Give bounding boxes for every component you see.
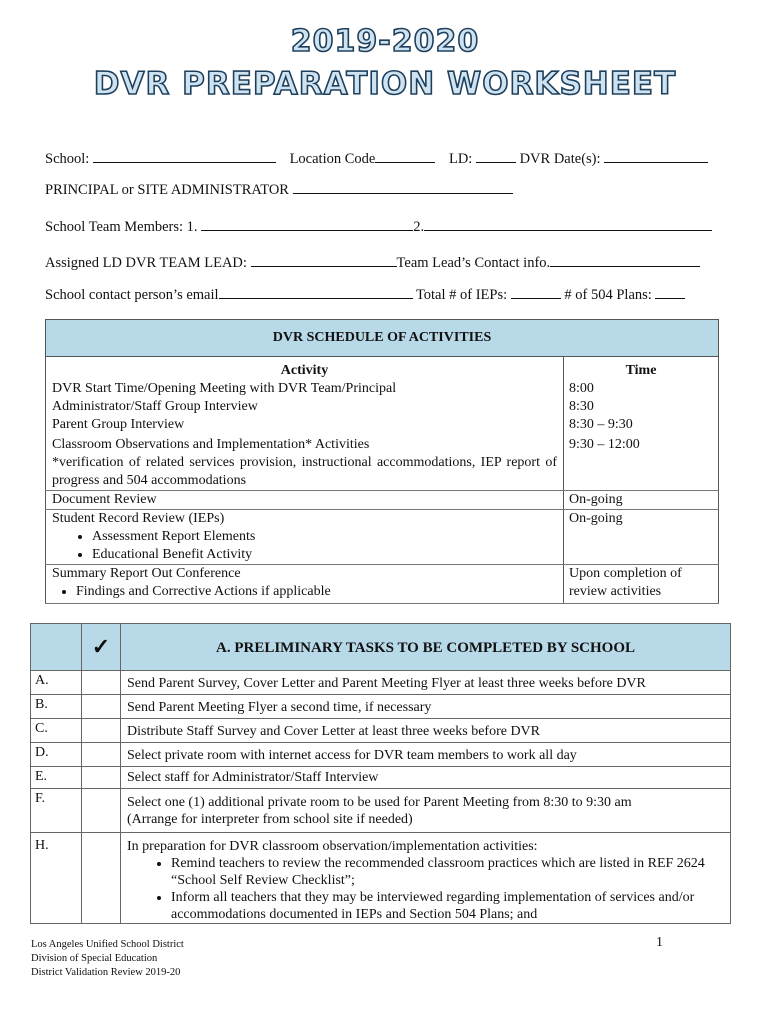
- task-text: Send Parent Survey, Cover Letter and Parent Meeting Flyer at least three weeks before DVR: [121, 671, 731, 695]
- page-title: DVR PREPARATION WORKSHEET: [93, 66, 677, 102]
- activity-cell: [46, 565, 564, 604]
- contact-email-label: School contact person’s email: [45, 287, 219, 303]
- time-cell: 8:00: [564, 380, 719, 398]
- lead-contact-label: Team Lead’s Contact info.: [396, 255, 551, 271]
- activity-cell: [46, 510, 564, 565]
- dvr-dates-field[interactable]: [604, 149, 708, 163]
- plans-504-label: # of 504 Plans:: [564, 287, 652, 303]
- bullet-item: • Remind teachers to review the recommended classroom practices which are listed in REF 2624 “School Self Review Checklist”;: [171, 855, 724, 889]
- activity-cell: Administrator/Staff Group Interview: [46, 398, 564, 416]
- task-row: [31, 719, 731, 743]
- check-icon: ✓: [82, 624, 121, 671]
- activity-column-header: Activity: [46, 357, 564, 381]
- task-text: Select private room with internet access for DVR team members to work all day: [121, 743, 731, 767]
- team-lead-line: [45, 253, 700, 272]
- bullet-item: • Assessment Report Elements: [92, 528, 557, 546]
- principal-line: [45, 180, 513, 199]
- task-checkbox[interactable]: [82, 789, 121, 833]
- tasks-title: A. PRELIMINARY TASKS TO BE COMPLETED BY SCHOOL: [121, 624, 731, 671]
- ld-label: LD:: [448, 151, 473, 167]
- task-label: A.: [31, 671, 82, 695]
- schedule-row: [46, 416, 719, 434]
- time-cell: On-going: [564, 491, 719, 510]
- activity-cell: [46, 434, 564, 491]
- total-ieps-label: Total # of IEPs:: [415, 287, 508, 303]
- team-lead-field[interactable]: [251, 253, 397, 267]
- schedule-row: [46, 398, 719, 416]
- task-checkbox[interactable]: [82, 719, 121, 743]
- task-text: Send Parent Meeting Flyer a second time, if necessary: [121, 695, 731, 719]
- school-field[interactable]: [93, 149, 276, 163]
- schedule-row: [46, 491, 719, 510]
- principal-label: PRINCIPAL or SITE ADMINISTRATOR: [45, 182, 289, 198]
- team-member-1-field[interactable]: [201, 217, 413, 231]
- task-checkbox[interactable]: [82, 743, 121, 767]
- activity-cell: DVR Start Time/Opening Meeting with DVR Team/Principal: [46, 380, 564, 398]
- task-text: [121, 833, 731, 924]
- activity-cell: Document Review: [46, 491, 564, 510]
- task-text: [121, 789, 731, 833]
- task-main-text: In preparation for DVR classroom observation/implementation activities:: [127, 839, 538, 854]
- task-row: [31, 695, 731, 719]
- school-label: School:: [45, 151, 90, 167]
- time-cell: Upon completion of review activities: [564, 565, 719, 604]
- school-info-line: [45, 149, 708, 168]
- contact-email-field[interactable]: [219, 285, 413, 299]
- task-row: [31, 743, 731, 767]
- plans-504-field[interactable]: [655, 285, 685, 299]
- schedule-table: [45, 319, 719, 604]
- task-label: H.: [31, 833, 82, 924]
- schedule-row: [46, 434, 719, 491]
- activity-text: Classroom Observations and Implementation* Activities: [52, 437, 370, 452]
- task-checkbox[interactable]: [82, 767, 121, 789]
- lead-contact-field[interactable]: [550, 253, 700, 267]
- dvr-dates-label: DVR Date(s):: [519, 151, 601, 167]
- task-text: Select staff for Administrator/Staff Interview: [121, 767, 731, 789]
- time-cell: 9:30 – 12:00: [564, 434, 719, 491]
- task-label: E.: [31, 767, 82, 789]
- team-lead-label: Assigned LD DVR TEAM LEAD:: [45, 255, 247, 271]
- task-row: [31, 833, 731, 924]
- activity-text: Summary Report Out Conference: [52, 566, 241, 581]
- schedule-row: [46, 380, 719, 398]
- bullet-item: • Educational Benefit Activity: [92, 546, 557, 564]
- schedule-row: [46, 565, 719, 604]
- time-cell: On-going: [564, 510, 719, 565]
- time-cell: 8:30 – 9:30: [564, 416, 719, 434]
- footer-division: Division of Special Education: [31, 953, 158, 964]
- task-main-text: Select one (1) additional private room to be used for Parent Meeting from 8:30 to 9:30 am: [127, 795, 632, 810]
- bullet-item: • Inform all teachers that they may be interviewed regarding implementation of services and/or accommodations documented in IEPs and Section 504 Plans; and: [171, 889, 724, 923]
- location-code-field[interactable]: [375, 149, 435, 163]
- time-cell: 8:30: [564, 398, 719, 416]
- schedule-row: [46, 510, 719, 565]
- location-code-label: Location Code: [289, 151, 376, 167]
- year-heading: 2019-2020: [290, 24, 480, 59]
- task-text: Distribute Staff Survey and Cover Letter at least three weeks before DVR: [121, 719, 731, 743]
- task-checkbox[interactable]: [82, 671, 121, 695]
- footer: [31, 938, 184, 980]
- page-number: 1: [656, 935, 663, 950]
- task-bullets: [127, 855, 724, 923]
- schedule-title: DVR SCHEDULE OF ACTIVITIES: [46, 320, 719, 357]
- task-label: D.: [31, 743, 82, 767]
- task-checkbox[interactable]: [82, 833, 121, 924]
- team-member-2-label: 2.: [413, 219, 425, 235]
- bullet-item: • Findings and Corrective Actions if applicable: [76, 583, 557, 601]
- contact-line: [45, 285, 685, 304]
- task-note: (Arrange for interpreter from school site if needed): [127, 812, 413, 827]
- total-ieps-field[interactable]: [511, 285, 561, 299]
- footer-district: Los Angeles Unified School District: [31, 939, 184, 950]
- activity-bullets: [52, 528, 557, 564]
- ld-field[interactable]: [476, 149, 516, 163]
- task-label: F.: [31, 789, 82, 833]
- principal-field[interactable]: [293, 180, 513, 194]
- activity-cell: Parent Group Interview: [46, 416, 564, 434]
- task-row: [31, 767, 731, 789]
- team-members-label: School Team Members: 1.: [45, 219, 198, 235]
- tasks-header-blank: [31, 624, 82, 671]
- task-label: B.: [31, 695, 82, 719]
- time-column-header: Time: [564, 357, 719, 381]
- task-checkbox[interactable]: [82, 695, 121, 719]
- footer-review: District Validation Review 2019-20: [31, 967, 181, 978]
- task-row: [31, 789, 731, 833]
- team-member-2-field[interactable]: [424, 217, 712, 231]
- tasks-table: [30, 623, 731, 924]
- activity-note: *verification of related services provision, instructional accommodations, IEP report of progress and 504 accommodations: [52, 455, 557, 488]
- task-row: [31, 671, 731, 695]
- activity-bullets: [52, 583, 557, 601]
- task-label: C.: [31, 719, 82, 743]
- team-members-line: [45, 217, 712, 236]
- activity-text: Student Record Review (IEPs): [52, 511, 225, 526]
